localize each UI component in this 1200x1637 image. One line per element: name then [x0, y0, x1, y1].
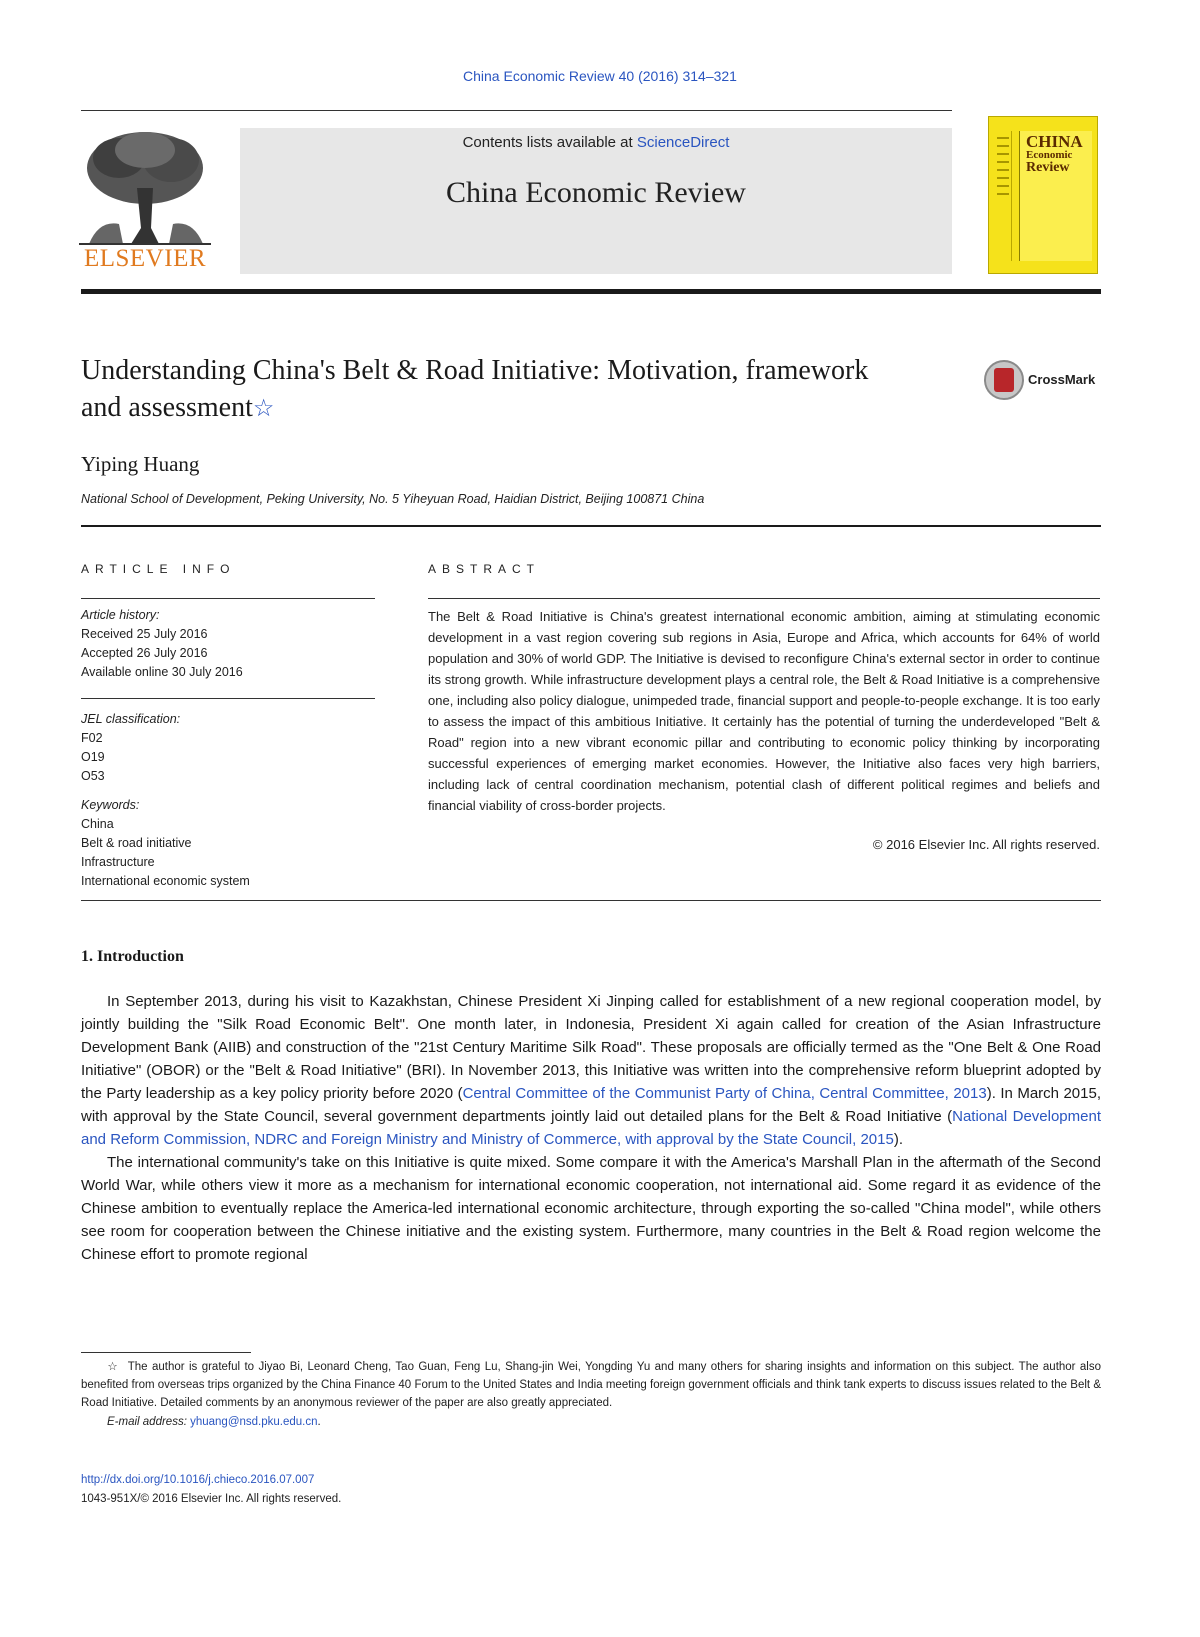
footnote-text: The author is grateful to Jiyao Bi, Leonard Cheng, Tao Guan, Feng Lu, Shang-jin Wei, Yongding Yu and many others for sharing insights and information on this subject. The author also benefited from overseas trips organized by the China Finance 40 Forum to the United States and India meeting foreign government officials and think tank experts to discuss issues related to the Belt & Road Initiative. Detailed comments by an anonymous reviewer of the paper are also greatly appreciated.	[81, 1361, 1102, 1409]
abstract-text: The Belt & Road Initiative is China's greatest international economic ambition, aiming at stimulating economic development in a vast region covering sub regions in Asia, Europe and Africa, which accounts for 64% of world population and 30% of world GDP. The Initiative is devised to reconfigure China's external sector in order to continue its strong growth. While infrastructure development plays a central role, the Belt & Road Initiative is a comprehensive one, including also policy dialogue, unimpeded trade, financial support and people-to-people exchange. It is too early to assess the impact of this ambitious Initiative. It certainly has the potential of turning the underdeveloped "Belt & Road" region into a new vibrant economic pillar and contributing to economic policy thinking by incorporating successful experiences of emerging market economies. However, the Initiative also faces very high barriers, including lack of central coordination mechanism, potential clash of different political regimes and beliefs and financial viability of cross-border projects.	[428, 609, 1100, 813]
paragraph: The international community's take on this Initiative is quite mixed. Some compare it with the America's Marshall Plan in the aftermath of the Second World War, while others view it more as a mechanism for international economic cooperation, not international aid. Some regard it as evidence of the Chinese ambition to eventually replace the America-led international economic architecture, through exporting the so-called "China model", while others see room for cooperation between the Chinese initiative and the existing system. Furthermore, many countries in the Belt & Road region welcome the Chinese effort to promote regional	[81, 1154, 1101, 1263]
crossmark-label: CrossMark	[1028, 372, 1096, 387]
header-thick-rule	[81, 289, 1101, 294]
abstract-copyright: © 2016 Elsevier Inc. All rights reserved.	[872, 837, 1100, 852]
journal-reference-link[interactable]: China Economic Review 40 (2016) 314–321	[463, 68, 737, 84]
email-end: .	[317, 1416, 321, 1428]
history-online: Available online 30 July 2016	[81, 665, 243, 679]
tree-logo-icon	[79, 128, 211, 246]
keywords	[81, 796, 381, 891]
history-label: Article history:	[81, 608, 160, 622]
paper-title	[81, 352, 871, 428]
author-name: Yiping Huang	[81, 452, 200, 476]
issn-copyright: 1043-951X/© 2016 Elsevier Inc. All rights reserved.	[81, 1493, 342, 1505]
history-accepted: Accepted 26 July 2016	[81, 646, 208, 660]
cover-line1: CHINA	[1026, 132, 1083, 151]
paper-title-text: Understanding China's Belt & Road Initiative: Motivation, framework and assessment	[81, 355, 869, 423]
crossmark-button[interactable]	[984, 360, 1100, 404]
contents-line	[240, 134, 952, 151]
sciencedirect-link[interactable]: ScienceDirect	[636, 134, 730, 151]
article-history	[81, 606, 381, 682]
jel-code: O53	[81, 769, 105, 783]
article-info-rule	[81, 598, 375, 599]
footnote-rule	[81, 1352, 251, 1353]
article-info-rule-2	[81, 698, 375, 699]
cover-title	[1026, 133, 1083, 175]
journal-banner	[240, 128, 952, 274]
citation-link[interactable]: Central Committee of the Communist Party of China, Central Committee, 2013	[462, 1085, 987, 1102]
journal-cover-thumbnail[interactable]	[988, 116, 1098, 274]
jel-classification	[81, 710, 381, 786]
footnote	[81, 1358, 1101, 1412]
author-affiliation: National School of Development, Peking University, No. 5 Yiheyuan Road, Haidian District, Beijing 100871 China	[81, 492, 705, 506]
jel-code: F02	[81, 731, 103, 745]
citation-link[interactable]: National Development and Reform Commission, NDRC and Foreign Ministry and Ministry of Commerce, with approval by the State Council, 2015	[81, 1108, 1101, 1148]
keyword: China	[81, 817, 114, 831]
doi-link[interactable]: http://dx.doi.org/10.1016/j.chieco.2016.07.007	[81, 1474, 315, 1486]
keyword: Belt & road initiative	[81, 836, 192, 850]
article-info-heading: ARTICLE INFO	[81, 562, 236, 576]
introduction-body	[81, 990, 1101, 1266]
paragraph-text: In September 2013, during his visit to Kazakhstan, Chinese President Xi Jinping called for establishment of a new regional cooperation model, by jointly building the "Silk Road Economic Belt". One month later, in Indonesia, President Xi again called for creation of the Asian Infrastructure Development Bank (AIIB) and construction of the "21st Century Maritime Silk Road". These proposals are officially termed as the "One Belt & One Road Initiative" (OBOR) or the "Belt & Road Initiative" (BRI). In November 2013, this Initiative was written into the comprehensive reform blueprint adopted by the Party leadership as a key policy priority before 2020 (	[81, 993, 1101, 1102]
cover-panel	[1019, 131, 1092, 261]
author-email-link[interactable]: yhuang@nsd.pku.edu.cn	[190, 1416, 318, 1428]
history-received: Received 25 July 2016	[81, 627, 208, 641]
section-heading-introduction: 1. Introduction	[81, 948, 184, 965]
jel-label: JEL classification:	[81, 712, 181, 726]
keyword: International economic system	[81, 874, 250, 888]
front-matter-end-rule	[81, 900, 1101, 901]
paragraph-text: ).	[893, 1131, 903, 1148]
journal-title[interactable]: China Economic Review	[446, 176, 746, 209]
author-email-line	[107, 1416, 321, 1428]
elsevier-logo	[79, 128, 211, 273]
elsevier-logo-text: ELSEVIER	[83, 245, 207, 272]
footnote-paragraph	[81, 1358, 1101, 1412]
footnote-star-mark: ☆	[107, 1361, 119, 1373]
cover-spine	[995, 131, 1012, 261]
title-rule	[81, 525, 1101, 527]
title-footnote-mark[interactable]: ☆	[252, 396, 275, 422]
jel-code: O19	[81, 750, 105, 764]
cover-line3: Review	[1026, 160, 1070, 175]
keywords-label: Keywords:	[81, 798, 140, 812]
crossmark-icon	[984, 360, 1024, 400]
abstract-heading: ABSTRACT	[428, 562, 541, 576]
keyword: Infrastructure	[81, 855, 155, 869]
contents-prefix: Contents lists available at	[462, 134, 637, 151]
abstract-rule	[428, 598, 1100, 599]
paragraph	[81, 990, 1101, 1151]
paragraph-text: ). In March 2015, with approval by the State Council, several government departments jointly laid out detailed plans for the Belt & Road Initiative (	[81, 1085, 1102, 1125]
cover-line2: Economic	[1026, 149, 1073, 161]
email-label: E-mail address:	[107, 1416, 187, 1428]
header-rule	[81, 110, 952, 111]
